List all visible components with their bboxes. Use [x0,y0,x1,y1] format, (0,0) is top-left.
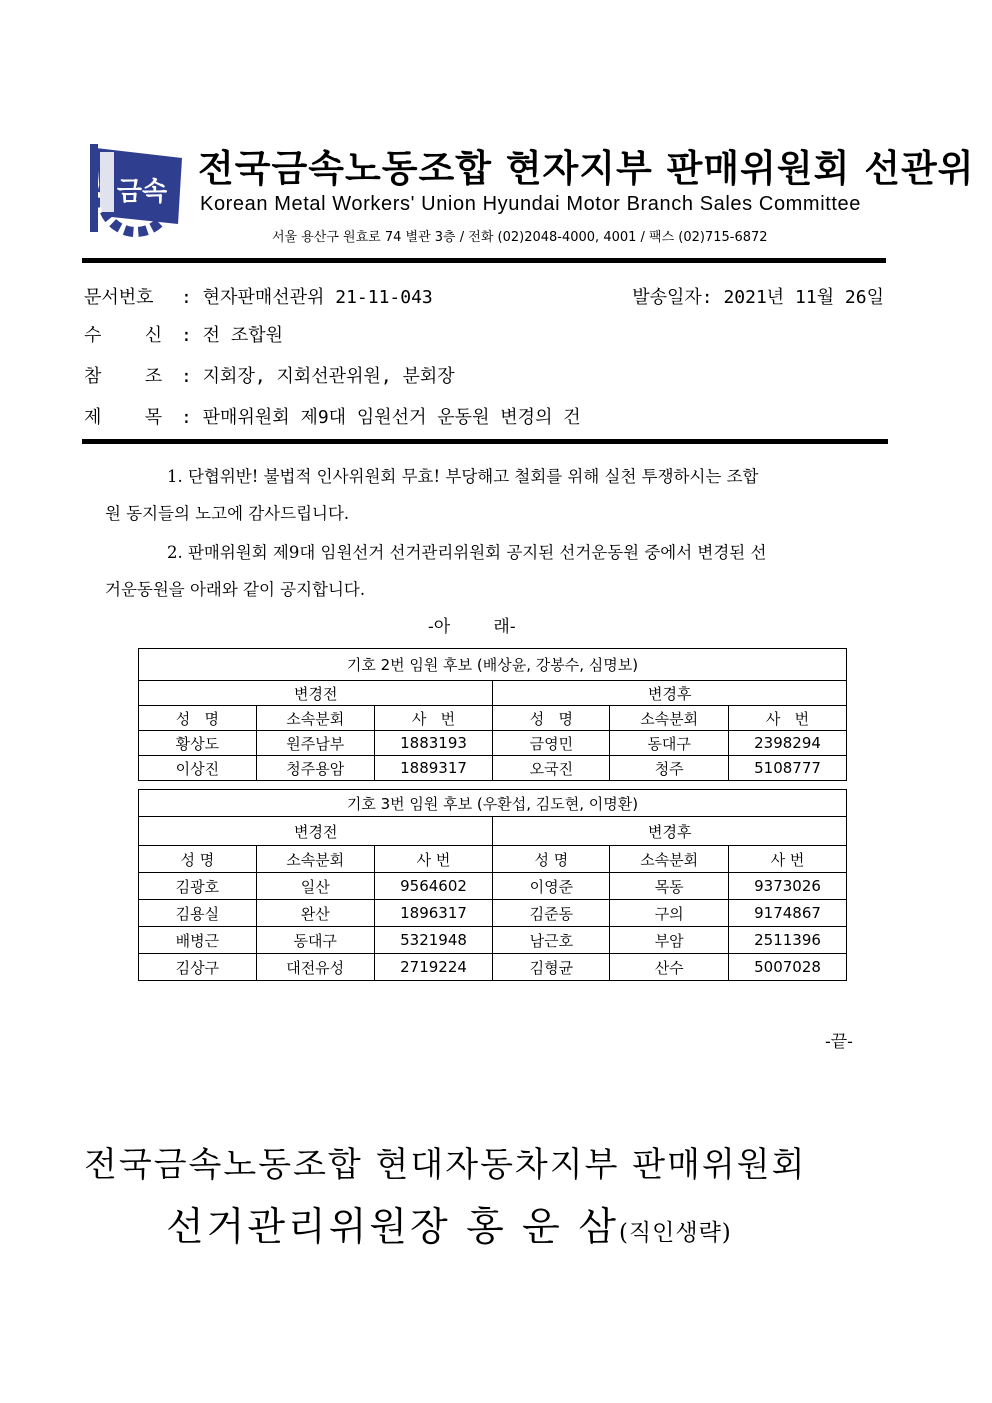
cell: 이상진 [139,756,257,781]
signature-organization: 전국금속노동조합 현대자동차지부 판매위원회 [84,1145,807,1185]
cell: 9174867 [729,900,847,927]
cell: 청주용암 [256,756,374,781]
cell: 2398294 [729,731,847,756]
org-english-name: Korean Metal Workers' Union Hyundai Motor Branch Sales Committee [200,193,861,215]
col-employee-no: 사 번 [374,846,493,873]
cell: 동대구 [610,731,729,756]
cell: 2511396 [729,927,847,954]
table-row [139,756,847,781]
cell: 오국진 [493,756,610,781]
cell: 이영준 [493,873,610,900]
paragraph-1-line-1: 1. 단협위반! 불법적 인사위원회 무효! 부당해고 철회를 위해 실천 투쟁하시는 조합 [167,467,759,486]
table-row [139,731,847,756]
change-table-candidate-3 [138,789,847,981]
end-mark: -끝- [825,1032,853,1052]
cell: 9373026 [729,873,847,900]
cell: 완산 [256,900,374,927]
header-divider [82,258,886,263]
change-table-candidate-2 [138,648,847,781]
col-name: 성 명 [139,846,257,873]
cell: 5321948 [374,927,493,954]
col-branch: 소속분회 [610,846,729,873]
cell: 산수 [610,954,729,981]
subject-label: 제 목 [84,407,163,428]
col-branch: 소속분회 [256,706,374,731]
cell: 5007028 [729,954,847,981]
cell: 2719224 [374,954,493,981]
cell: 김상구 [139,954,257,981]
cell: 배병근 [139,927,257,954]
reference-row [84,362,455,388]
recipient-label: 수 신 [84,325,163,346]
col-name: 성 명 [493,846,610,873]
below-heading: -아 래- [428,617,516,637]
org-address: 서울 용산구 원효로 74 별관 3층 / 전화 (02)2048-4000, 4001 / 팩스 (02)715-6872 [272,230,768,245]
paragraph-1 [105,458,895,532]
recipient-row [84,321,283,347]
paragraph-2-line-2: 거운동원을 아래와 같이 공지합니다. [105,580,366,599]
cell: 원주남부 [256,731,374,756]
cell: 김형균 [493,954,610,981]
cell: 1883193 [374,731,493,756]
paragraph-1-line-2: 원 동지들의 노고에 감사드립니다. [105,504,350,523]
col-branch: 소속분회 [256,846,374,873]
column-header-row [139,706,847,731]
union-logo [82,138,184,238]
col-name: 성 명 [139,706,257,731]
logo-text: 금속 [116,177,168,207]
cell: 1896317 [374,900,493,927]
cell: 김광호 [139,873,257,900]
cell: 5108777 [729,756,847,781]
cell: 9564602 [374,873,493,900]
table-row [139,873,847,900]
cell: 동대구 [256,927,374,954]
after-header: 변경후 [493,681,847,706]
table-caption: 기호 3번 임원 후보 (우환섭, 김도현, 이명환) [139,790,847,817]
signer-title-name: 선거관리위원장 홍 운 삼 [166,1205,619,1250]
subject-row [84,403,581,429]
doc-number-value: : 현자판매선관위 21-11-043 [181,287,433,308]
col-branch: 소속분회 [610,706,729,731]
col-employee-no: 사 번 [374,706,493,731]
signature-block [166,1196,732,1252]
table-caption: 기호 2번 임원 후보 (배상윤, 강봉수, 심명보) [139,649,847,681]
before-header: 변경전 [139,681,493,706]
recipient-value: : 전 조합원 [181,325,284,346]
org-title: 전국금속노동조합 현자지부 판매위원회 선관위 [198,147,975,190]
subject-value: : 판매위원회 제9대 임원선거 운동원 변경의 건 [181,407,581,428]
before-header: 변경전 [139,817,493,846]
doc-number-row [84,283,433,309]
table-row [139,954,847,981]
col-employee-no: 사 번 [729,846,847,873]
cell: 목동 [610,873,729,900]
cell: 부암 [610,927,729,954]
doc-number-label: 문서번호 [84,287,154,308]
after-header: 변경후 [493,817,847,846]
paragraph-2 [105,534,895,608]
cell: 대전유성 [256,954,374,981]
cell: 금영민 [493,731,610,756]
cell: 황상도 [139,731,257,756]
column-header-row [139,846,847,873]
paragraph-2-line-1: 2. 판매위원회 제9대 임원선거 선거관리위원회 공지된 선거운동원 중에서 변경된 선 [167,543,767,562]
cell: 청주 [610,756,729,781]
cell: 김용실 [139,900,257,927]
col-employee-no: 사 번 [729,706,847,731]
send-date: 발송일자: 2021년 11월 26일 [632,287,884,308]
table-row [139,927,847,954]
reference-label: 참 조 [84,366,163,387]
col-name: 성 명 [493,706,610,731]
cell: 일산 [256,873,374,900]
meta-divider [82,439,888,444]
seal-omitted-note: (직인생략) [618,1220,732,1246]
cell: 구의 [610,900,729,927]
reference-value: : 지회장, 지회선관위원, 분회장 [181,366,455,387]
table-row [139,900,847,927]
cell: 1889317 [374,756,493,781]
cell: 김준동 [493,900,610,927]
cell: 남근호 [493,927,610,954]
